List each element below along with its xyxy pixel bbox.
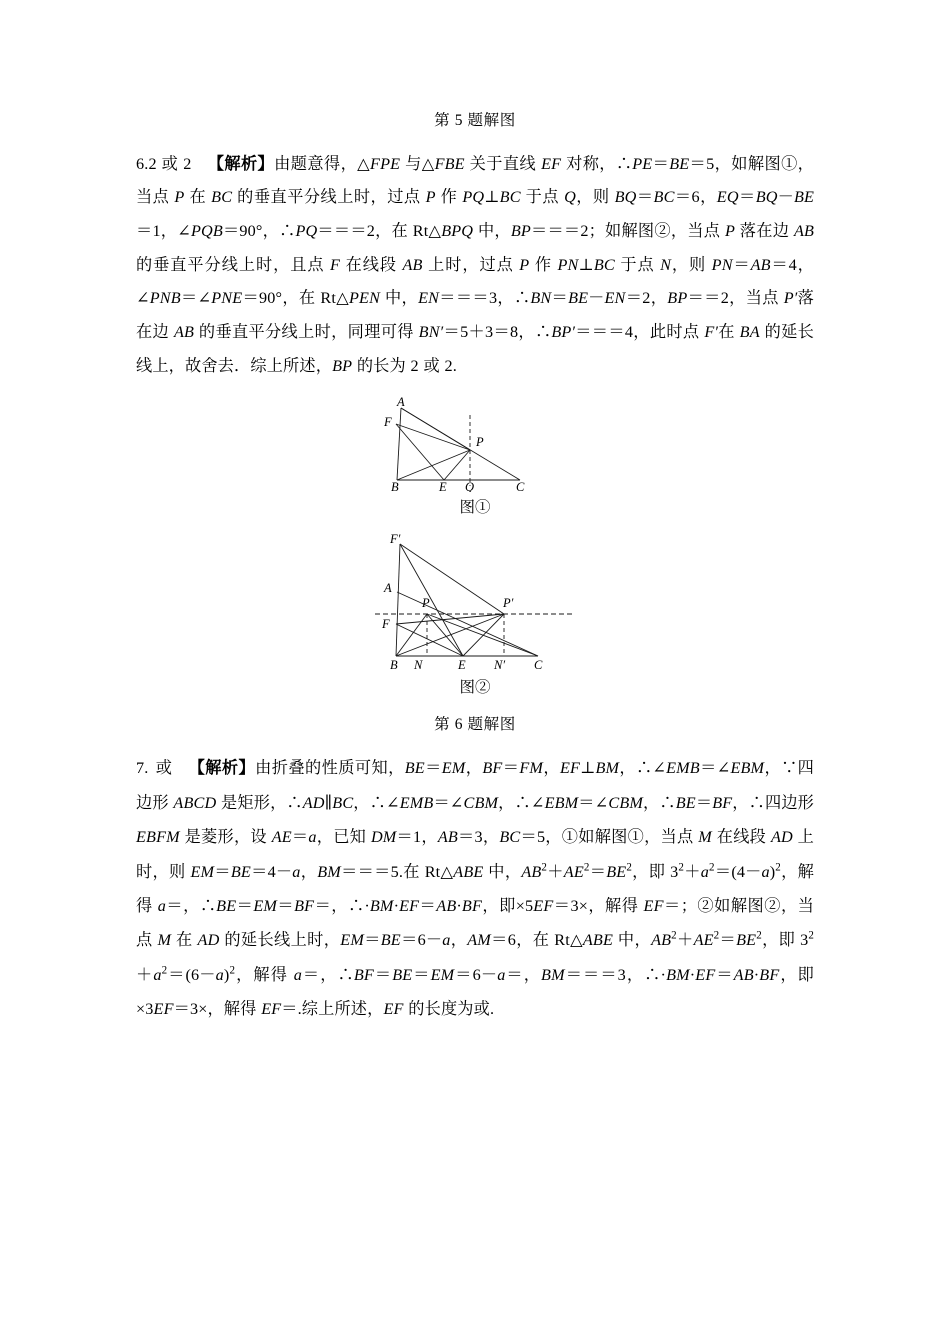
- figure-6-caption: 第 6 题解图: [434, 715, 516, 733]
- figure-2-label-C: C: [534, 657, 543, 672]
- segment-P-E: [427, 614, 463, 656]
- problem-6-number: 6.: [136, 154, 149, 173]
- figure-1-label-P: P: [476, 434, 484, 449]
- analysis-label-7: 【解析】: [188, 759, 256, 778]
- figure-2-label-P: P: [422, 595, 430, 610]
- figure-2-caption: 图②: [459, 678, 491, 696]
- segment-Fprime-Pprime: [400, 544, 504, 614]
- figure-2-svg: [370, 532, 580, 672]
- figure-1-label-B: B: [391, 479, 399, 492]
- figure-1-caption: 图①: [459, 498, 491, 516]
- problem-6-paragraph: 6.2 或 2 【解析】由题意得，△FPE 与△FBE 关于直线 EF 对称，∴PE＝BE＝5，如解图①，当点 P 在 BC 的垂直平分线上时，过点 P 作 PQ⊥BC 于点 Q，则 BQ＝BC＝6，EQ＝BQ－BE＝1，∠PQB＝90°，∴PQ＝＝＝2，在 Rt△BPQ 中，BP＝＝＝2；如解图②，当点 P 落在边 AB 的垂直平分线上时，且点 F 在线段 AB 上时，过点 P 作 PN⊥BC 于点 N，则 PN＝AB＝4，∠PNB＝∠PNE＝90°，在 Rt△PEN 中，EN＝＝＝3，∴BN＝BE－EN＝2，BP＝＝2，当点 P′落在边 AB 的垂直平分线上时，同理可得 BN′＝5＋3＝8，∴BP′＝＝＝4，此时点 F′在 BA 的延长线上，故舍去．综上所述，BP 的长为 2 或 2.: [136, 154, 815, 375]
- figure-1-label-F: F: [384, 414, 392, 429]
- figure-5-caption: 第 5 题解图: [434, 112, 516, 129]
- segment-Fprime-E: [400, 544, 463, 656]
- segment-BA: [397, 408, 401, 480]
- figure-1: [136, 394, 814, 518]
- analysis-label-6: 【解析】: [207, 154, 275, 173]
- problem-7-number: 7.: [136, 759, 149, 778]
- problem-6-answer: 2 或 2: [148, 154, 192, 173]
- figure-2-label-Fprime: F′: [390, 531, 401, 546]
- segment-A-C: [397, 592, 538, 656]
- segment-EP: [444, 450, 470, 480]
- segment-B-Fprime: [396, 544, 400, 656]
- figure-2-label-E: E: [458, 657, 466, 672]
- figure-2-label-N: N: [414, 657, 423, 672]
- segment-P-C: [427, 614, 538, 656]
- segment-BP: [397, 450, 470, 480]
- figure-1-svg: [375, 394, 575, 492]
- page-content: [136, 110, 814, 1026]
- figure-1-label-C: C: [516, 479, 525, 492]
- figure-2-label-F: F: [382, 616, 390, 631]
- figure-2-label-Pprime: P′: [503, 595, 514, 610]
- problem-7-paragraph: 7. 或 【解析】由折叠的性质可知，BE＝EM，BF＝FM，EF⊥BM，∴∠EMB＝∠EBM，∵四边形 ABCD 是矩形，∴AD∥BC，∴∠EMB＝∠CBM，∴∠EBM＝∠CBM，∴BE＝BF，∴四边形 EBFM 是菱形，设 AE＝a，已知 DM＝1，AB＝3，BC＝5，①如解图①，当点 M 在线段 AD 上时，则 EM＝BE＝4－a，BM＝＝＝5.在 Rt△ABE 中，$AB^2+AE^2=BE^2$，即 $3^2+a^2=(4-a)^2$，解得 a＝，∴BE＝EM＝BF＝，∴·BM·EF＝AB·BF，即×5EF＝3×，解得 EF＝；②如解图②，当点 M 在 AD 的延长线上时，EM＝BE＝6－a，AM＝6，在 Rt△ABE 中，$AB^2+AE^2=BE^2$，即 $3^2+a^2=(6-a)^2$，解得 a＝，∴BF＝BE＝EM＝6－a＝，BM＝＝＝3，∴·BM·EF＝AB·BF，即×3EF＝3×，解得 EF＝.综上所述，EF 的长度为或.: [136, 759, 815, 1018]
- segment-F-E: [396, 624, 463, 656]
- figure-2-label-Nprime: N′: [494, 657, 506, 672]
- figure-2-label-A: A: [384, 580, 392, 595]
- figure-1-label-E: E: [439, 479, 447, 492]
- figure-2: [136, 532, 814, 698]
- figure-1-label-Q: Q: [465, 479, 475, 492]
- figure-1-label-A: A: [397, 394, 405, 409]
- figure-2-label-B: B: [390, 657, 398, 672]
- problem-7-answer: 或: [155, 759, 173, 778]
